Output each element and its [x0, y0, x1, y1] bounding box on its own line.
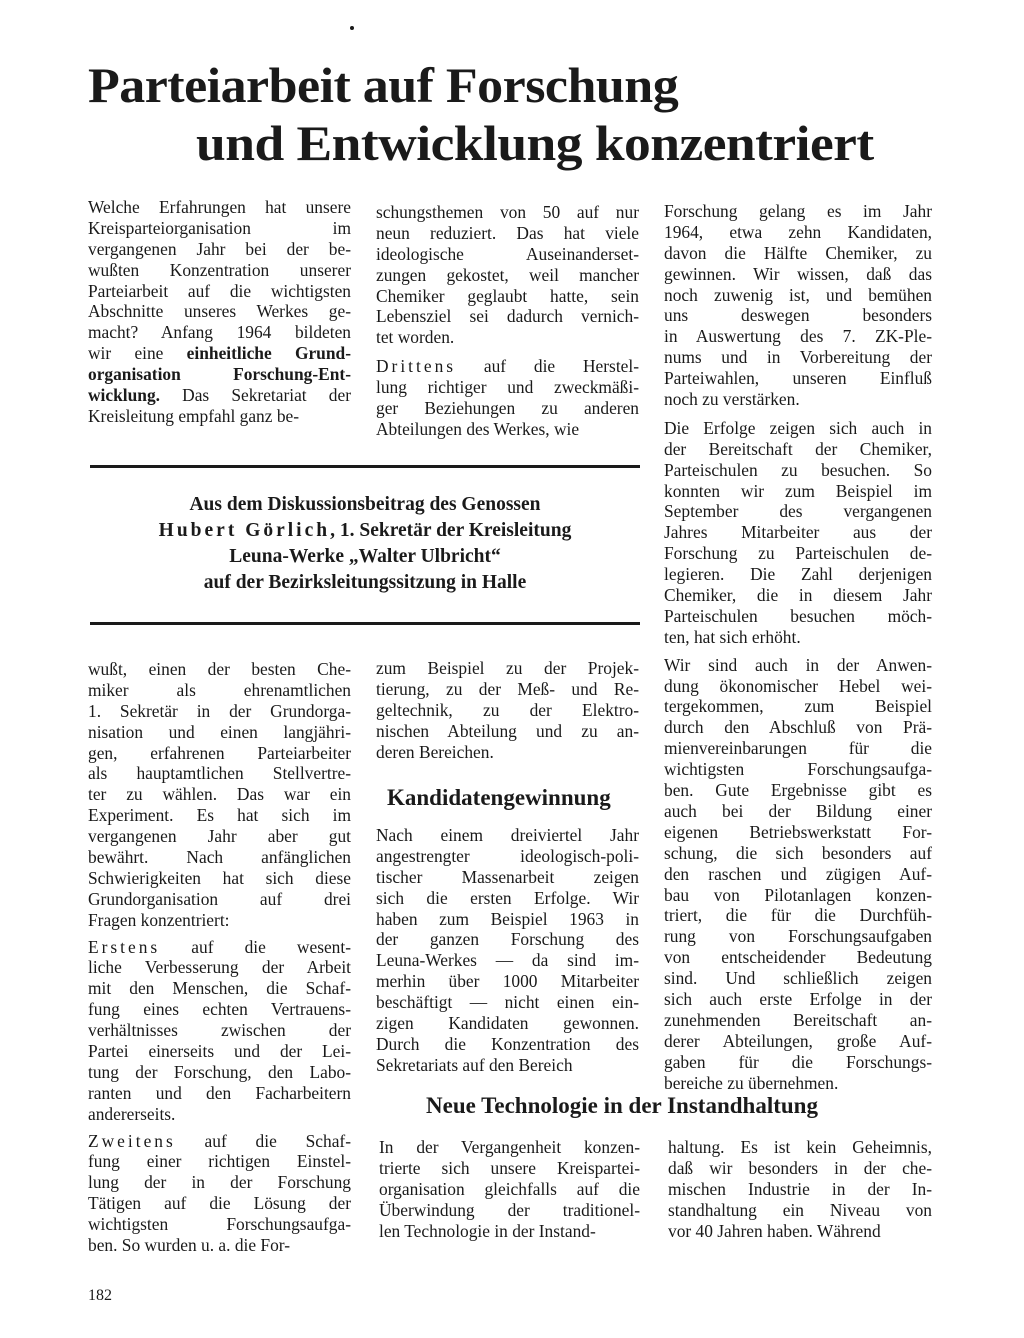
article-title-line-2: und Entwicklung konzentriert: [196, 115, 874, 171]
text-line: bau von Pilotanlagen konzen-: [664, 884, 932, 905]
text-line: sind. Und schließlich zeigen: [664, 968, 932, 989]
text-line: tet worden.: [376, 327, 455, 348]
spaced-lead-word: Drittens: [376, 356, 457, 377]
text-line: bereiche zu übernehmen.: [664, 1072, 839, 1093]
text-line: durch den Abschluß von Prä-: [664, 717, 932, 738]
text-line: Chemiker, die in diesem Jahr: [664, 585, 932, 606]
text-line: fung einer richtigen Einstel-: [88, 1151, 351, 1172]
text-line: triert, die für die Durchfüh-: [664, 905, 932, 926]
text-line: vor 40 Jahren haben. Während: [668, 1220, 881, 1241]
text-line: legieren. Die Zahl derjenigen: [664, 564, 932, 585]
text-line: ben. Gute Ergebnisse gibt es: [664, 780, 932, 801]
text-line: Forschung gelang es im Jahr: [664, 201, 932, 221]
text-line: mischen Industrie in der In-: [668, 1178, 932, 1199]
text-line: tergekommen, zum Beispiel: [664, 696, 932, 717]
text-line: gen, erfahrenen Parteiarbeiter: [88, 742, 351, 763]
text-line: ter zu wählen. Das war ein: [88, 784, 351, 805]
text-line: gaben für die Forschungs-: [664, 1051, 932, 1072]
text-line: September des vergangenen: [664, 501, 932, 522]
text-line: Nach einem dreiviertel Jahr: [376, 825, 639, 845]
text-line: In der Vergangenheit konzen-: [379, 1137, 640, 1157]
text-line: konnten wir zum Beispiel im: [664, 480, 932, 501]
text-line: ten, hat sich erhöht.: [664, 626, 801, 647]
text-line: haltung. Es ist kein Geheimnis,: [668, 1137, 932, 1157]
text-line: Chemiker geglaubt hatte, sein: [376, 285, 639, 306]
text-line: dung ökonomischer Hebel wei-: [664, 675, 932, 696]
text-line: Zweitens auf die Schaf-: [88, 1130, 351, 1151]
page-number: 182: [88, 1287, 112, 1304]
text-line: lung richtiger und zweckmäßi-: [376, 377, 639, 398]
text-line: ideologische Auseinanderset-: [376, 243, 639, 264]
text-line: Abschnitte unseres Werkes ge-: [88, 301, 351, 322]
text-line: Forschung zu Parteischulen de-: [664, 543, 932, 564]
text-line: Leuna-Werkes — da sind im-: [376, 950, 639, 971]
subheading-neue-technologie: Neue Technologie in der Instandhaltung: [426, 1093, 818, 1118]
text-line: Kreisparteiorganisation im: [88, 217, 351, 238]
text-line: Kreisleitung empfahl ganz be-: [88, 405, 300, 426]
column-1-bottom: [88, 659, 351, 1256]
box-line-3: Leuna-Werke „Walter Ulbricht“: [229, 546, 501, 567]
text-line: wußt, einen der besten Che-: [88, 659, 351, 679]
text-line: Parteischulen zu besuchen. So: [664, 459, 932, 480]
text-line: nums und in Vorbereitung der: [664, 347, 932, 368]
text-line: merhin über 1000 Mitarbeiter: [376, 971, 639, 992]
text-line: Schwierigkeiten hat sich diese: [88, 867, 351, 888]
column-2-kandidaten: [376, 825, 639, 1076]
column-2-bottom: [379, 1137, 640, 1241]
text-line: Tätigen auf die Lösung der: [88, 1193, 351, 1214]
text-line: organisation gleichfalls auf die: [379, 1178, 640, 1199]
text-line: nischen Abteilung und zu an-: [376, 720, 639, 741]
text-line: Durch die Konzentration des: [376, 1033, 639, 1054]
text-line: nisation und einen langjähri-: [88, 721, 351, 742]
text-line: Partei einerseits und der Lei-: [88, 1041, 351, 1062]
text-line: Erstens auf die wesent-: [88, 936, 351, 957]
spaced-lead-word: Erstens: [88, 936, 161, 957]
column-2-top: [376, 202, 639, 440]
text-line: ger Beziehungen zu anderen: [376, 398, 639, 419]
box-line-2: Hubert Görlich, 1. Sekretär der Kreisleitung: [158, 520, 572, 541]
text-line: ben. So wurden u. a. die For-: [88, 1235, 291, 1256]
text-line: macht? Anfang 1964 bildeten: [88, 322, 351, 343]
text-line: vergangenen Jahr aber gut: [88, 826, 351, 847]
text-line: sich auch erste Erfolge in der: [664, 988, 932, 1009]
text-line: mit den Menschen, die Schaf-: [88, 978, 351, 999]
discussion-box: [90, 492, 640, 596]
text-line: 1964, etwa zehn Kandidaten,: [664, 221, 932, 242]
text-line: neun reduziert. Das hat viele: [376, 222, 639, 243]
text-line: Drittens auf die Herstel-: [376, 356, 639, 377]
text-line: der ganzen Forschung des: [376, 929, 639, 950]
text-line: wicklung. Das Sekretariat der: [88, 385, 351, 406]
text-line: trierte sich unsere Kreispartei-: [379, 1157, 640, 1178]
text-line: zunehmenden Bereitschaft an-: [664, 1009, 932, 1030]
text-line: zum Beispiel zu der Projek-: [376, 658, 639, 678]
text-line: wir eine einheitliche Grund-: [88, 343, 351, 364]
box-line-1: Aus dem Diskussionsbeitrag des Genossen: [189, 494, 541, 515]
text-line: wichtigsten Forschungsaufga-: [664, 759, 932, 780]
text-line: derer Abteilungen, große Auf-: [664, 1030, 932, 1051]
text-line: Parteiwahlen, unseren Einfluß: [664, 368, 932, 389]
print-mark: [350, 26, 354, 30]
text-line: Parteischulen besuchen möch-: [664, 605, 932, 626]
spaced-lead-word: Zweitens: [88, 1130, 176, 1151]
text-line: Grundorganisation auf drei: [88, 888, 351, 909]
text-line: davon die Hälfte Chemiker, zu: [664, 242, 932, 263]
text-line: Parteiarbeit auf die wichtigsten: [88, 280, 351, 301]
text-line: andererseits.: [88, 1103, 176, 1124]
speaker-name: Hubert Görlich: [158, 520, 331, 541]
text-line: als hauptamtlichen Stellvertre-: [88, 763, 351, 784]
text-line: verhältnisses zwischen der: [88, 1020, 351, 1041]
text-line: den raschen und zügigen Auf-: [664, 863, 932, 884]
column-3: [664, 201, 932, 1093]
text-line: liche Verbesserung der Arbeit: [88, 957, 351, 978]
text-line: in Auswertung des 7. ZK-Ple-: [664, 326, 932, 347]
text-line: zungen gekostet, weil mancher: [376, 264, 639, 285]
column-1-top: [88, 197, 351, 427]
text-line: bewährt. Nach anfänglichen: [88, 847, 351, 868]
text-line: haben zum Beispiel 1963 in: [376, 908, 639, 929]
text-line: noch zuwenig ist, und bemühen: [664, 284, 932, 305]
text-line: uns deswegen besonders: [664, 305, 932, 326]
text-line: der Bereitschaft der Chemiker,: [664, 438, 932, 459]
text-line: wußten Konzentration unserer: [88, 259, 351, 280]
article-title-line-1: Parteiarbeit auf Forschung: [88, 57, 679, 113]
text-line: Fragen konzentriert:: [88, 909, 230, 930]
text-line: sich die ersten Erfolge. Wir: [376, 887, 639, 908]
text-line: fung eines echten Vertrauens-: [88, 999, 351, 1020]
text-line: vergangenen Jahr bei der be-: [88, 238, 351, 259]
text-line: rung von Forschungsaufgaben: [664, 926, 932, 947]
text-line: Lebensziel sei dadurch vernich-: [376, 306, 639, 327]
column-3-bottom: [668, 1137, 932, 1241]
text-line: Sekretariats auf den Bereich: [376, 1054, 573, 1075]
box-line-4: auf der Bezirksleitungssitzung in Halle: [203, 572, 527, 593]
subheading-kandidatengewinnung: Kandidatengewinnung: [387, 785, 611, 810]
text-line: Überwindung der traditionel-: [379, 1199, 640, 1220]
text-line: tierung, zu der Meß- und Re-: [376, 678, 639, 699]
text-line: Wir sind auch in der Anwen-: [664, 654, 932, 675]
text-line: beschäftigt — nicht einen ein-: [376, 992, 639, 1013]
text-line: von entscheidender Bedeutung: [664, 947, 932, 968]
text-line: auch bei der Bildung einer: [664, 800, 932, 821]
text-line: deren Bereichen.: [376, 741, 494, 762]
text-line: wichtigsten Forschungsaufga-: [88, 1214, 351, 1235]
text-line: Jahres Mitarbeiter aus der: [664, 522, 932, 543]
text-line: geltechnik, zu der Elektro-: [376, 699, 639, 720]
text-line: mienvereinbarungen für die: [664, 738, 932, 759]
text-line: Experiment. Es hat sich im: [88, 805, 351, 826]
text-line: Die Erfolge zeigen sich auch in: [664, 417, 932, 438]
text-line: ranten und den Facharbeitern: [88, 1082, 351, 1103]
text-line: organisation Forschung-Ent-: [88, 364, 351, 385]
text-line: angestrengter ideologisch-poli-: [376, 845, 639, 866]
box-rule-top: [90, 465, 640, 468]
text-line: daß wir besonders in der che-: [668, 1157, 932, 1178]
text-line: Welche Erfahrungen hat unsere: [88, 197, 351, 217]
text-line: schungsthemen von 50 auf nur: [376, 202, 639, 222]
text-line: len Technologie in der Instand-: [379, 1220, 596, 1241]
text-line: miker als ehrenamtlichen: [88, 679, 351, 700]
column-2-middle: [376, 658, 639, 762]
box-rule-bottom: [90, 622, 640, 625]
text-line: lung der in der Forschung: [88, 1172, 351, 1193]
text-line: tung der Forschung, den Labo-: [88, 1061, 351, 1082]
text-line: zigen Kandidaten gewonnen.: [376, 1013, 639, 1034]
text-line: Abteilungen des Werkes, wie: [376, 418, 580, 439]
text-line: tischer Massenarbeit zeigen: [376, 866, 639, 887]
text-line: 1. Sekretär in der Grundorga-: [88, 700, 351, 721]
text-line: noch zu verstärken.: [664, 389, 800, 410]
text-line: schung, die sich besonders auf: [664, 842, 932, 863]
text-line: standhaltung ein Niveau von: [668, 1199, 932, 1220]
text-line: eigenen Betriebswerkstatt For-: [664, 821, 932, 842]
text-line: gewinnen. Wir wissen, daß das: [664, 263, 932, 284]
